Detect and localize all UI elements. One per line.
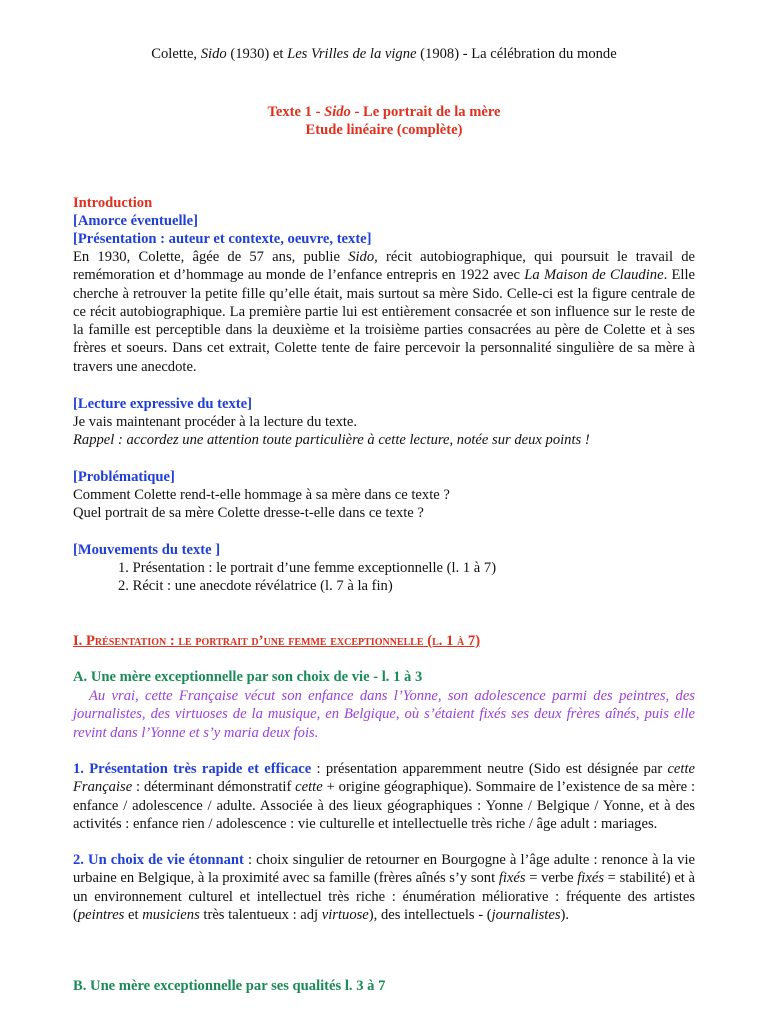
part1-title: I. Présentation : le portrait d’une femme exceptionnelle (l. 1 à 7) <box>73 633 481 649</box>
intro-text-a: En 1930, Colette, âgée de 57 ans, publie <box>73 249 349 265</box>
point2-text-a: : choix singulier de retourner en Bourgogne à l’âge adulte : renonce à la vie urbaine en Belgique, à la proximité avec sa famille (frères aînés s’y sont <box>73 852 695 887</box>
title-part-c: - Le portrait de la mère <box>350 104 501 120</box>
problematique-q1: Comment Colette rend-t-elle hommage à sa mère dans ce texte ? <box>73 487 450 503</box>
mouvements-heading: [Mouvements du texte ] <box>73 542 221 558</box>
quote-excerpt: Au vrai, cette Française vécut son enfance dans l’Yonne, son adolescence parmi des peintres, des journalistes, des virtuoses de la musique, en Belgique, où s’étaient fixés ses deux frères aînés, puis elle revint dans l’Yonne et s’y maria deux fois. <box>73 688 695 741</box>
page-subtitle: Etude linéaire (complète) <box>305 122 463 138</box>
point1-text-it2: cette <box>295 779 323 796</box>
point2-text-f: ), des intellectuels - ( <box>368 906 492 923</box>
header-work2-date: (1908) - La célébration du monde <box>416 46 617 62</box>
point2-text-c: = stabilité) et à un environnement culturel et intellectuel très riche : énumération méliorative : fréquente des artistes ( <box>73 870 695 923</box>
intro-text-b: récit autobiographique, qui poursuit le travail de remémoration et d’hommage au monde de l’enfance entrepris en 1922 avec <box>73 249 695 284</box>
intro-text-sido: Sido, <box>348 249 378 265</box>
point1-text-b: : déterminant démonstratif <box>132 779 296 796</box>
point2-text-b: = verbe <box>525 870 578 887</box>
intro-heading: Introduction <box>73 195 153 211</box>
point1-text-c: + origine géographique). Sommaire de l’existence de sa mère : enfance / adolescence / adulte. Associée à des lieux géographiques : Yonne / Belgique / Yonne, et à des activités : enfance rien / adolescence : vie culturelle et intellectuelle très riche / âge adult : mariages. <box>73 779 695 832</box>
header-work2: Les Vrilles de la vigne <box>287 46 417 62</box>
title-part-a: Texte 1 - <box>267 104 325 120</box>
point1-label: 1. Présentation très rapide et efficace <box>73 761 312 777</box>
title-part-sido: Sido <box>324 104 351 120</box>
mouvement-item-2: 2. Récit : une anecdote révélatrice (l. 7 à la fin) <box>118 578 393 594</box>
presentation-heading: [Présentation : auteur et contexte, oeuvre, texte] <box>73 231 372 247</box>
point1-text-it1: cette Française <box>73 761 695 796</box>
point2-text-it4: musiciens <box>142 906 200 923</box>
lecture-heading: [Lecture expressive du texte] <box>73 396 252 412</box>
point2-text-it1: fixés <box>498 870 526 887</box>
header-author: Colette, <box>151 46 201 62</box>
header-work1-date: (1930) et <box>226 46 288 62</box>
intro-text-maison: La Maison de Claudine <box>524 267 664 284</box>
point2-text-it5: virtuose <box>321 906 369 923</box>
document-header <box>73 45 695 63</box>
point1-text-a: : présentation apparemment neutre (Sido est désignée par <box>311 761 668 777</box>
amorce-heading: [Amorce éventuelle] <box>73 213 198 229</box>
lecture-line1: Je vais maintenant procéder à la lecture du texte. <box>73 414 358 430</box>
header-work1: Sido <box>200 46 227 62</box>
point2-text-it2: fixés <box>577 870 604 887</box>
point2-paragraph <box>73 851 695 924</box>
point1-paragraph <box>73 760 695 833</box>
page-title <box>73 103 695 121</box>
point2-label: 2. Un choix de vie étonnant <box>73 852 244 868</box>
problematique-q2: Quel portrait de sa mère Colette dresse-t-elle dans ce texte ? <box>73 505 424 521</box>
part1-subsection-b: B. Une mère exceptionnelle par ses qualités l. 3 à 7 <box>73 978 386 994</box>
problematique-heading: [Problématique] <box>73 469 175 485</box>
point2-text-d: et <box>124 906 143 923</box>
point2-text-it3: peintres <box>77 906 125 923</box>
mouvement-item-1: 1. Présentation : le portrait d’une femme exceptionnelle (l. 1 à 7) <box>118 560 497 576</box>
point2-text-e: très talentueux : adj <box>199 906 322 923</box>
lecture-line2: Rappel : accordez une attention toute particulière à cette lecture, notée sur deux points ! <box>73 432 590 448</box>
intro-text-c: . Elle cherche à retrouver la petite fille qu’elle était, mais surtout sa mère Sido. Celle-ci est la figure centrale de ce récit autobiographique. La première partie lui est entièrement consacrée et son influence sur le reste de la famille est perceptible dans la deuxième et la troisième parties consacrées au père de Colette et à ses frères et soeurs. Dans cet extrait, Colette tente de faire percevoir la personnalité singulière de sa mère à travers une anecdote. <box>73 267 695 375</box>
intro-paragraph <box>73 248 695 376</box>
point2-text-g: ). <box>560 906 570 923</box>
point2-text-it6: journalistes <box>491 906 561 923</box>
part1-subsection-a: A. Une mère exceptionnelle par son choix de vie - l. 1 à 3 <box>73 669 423 685</box>
